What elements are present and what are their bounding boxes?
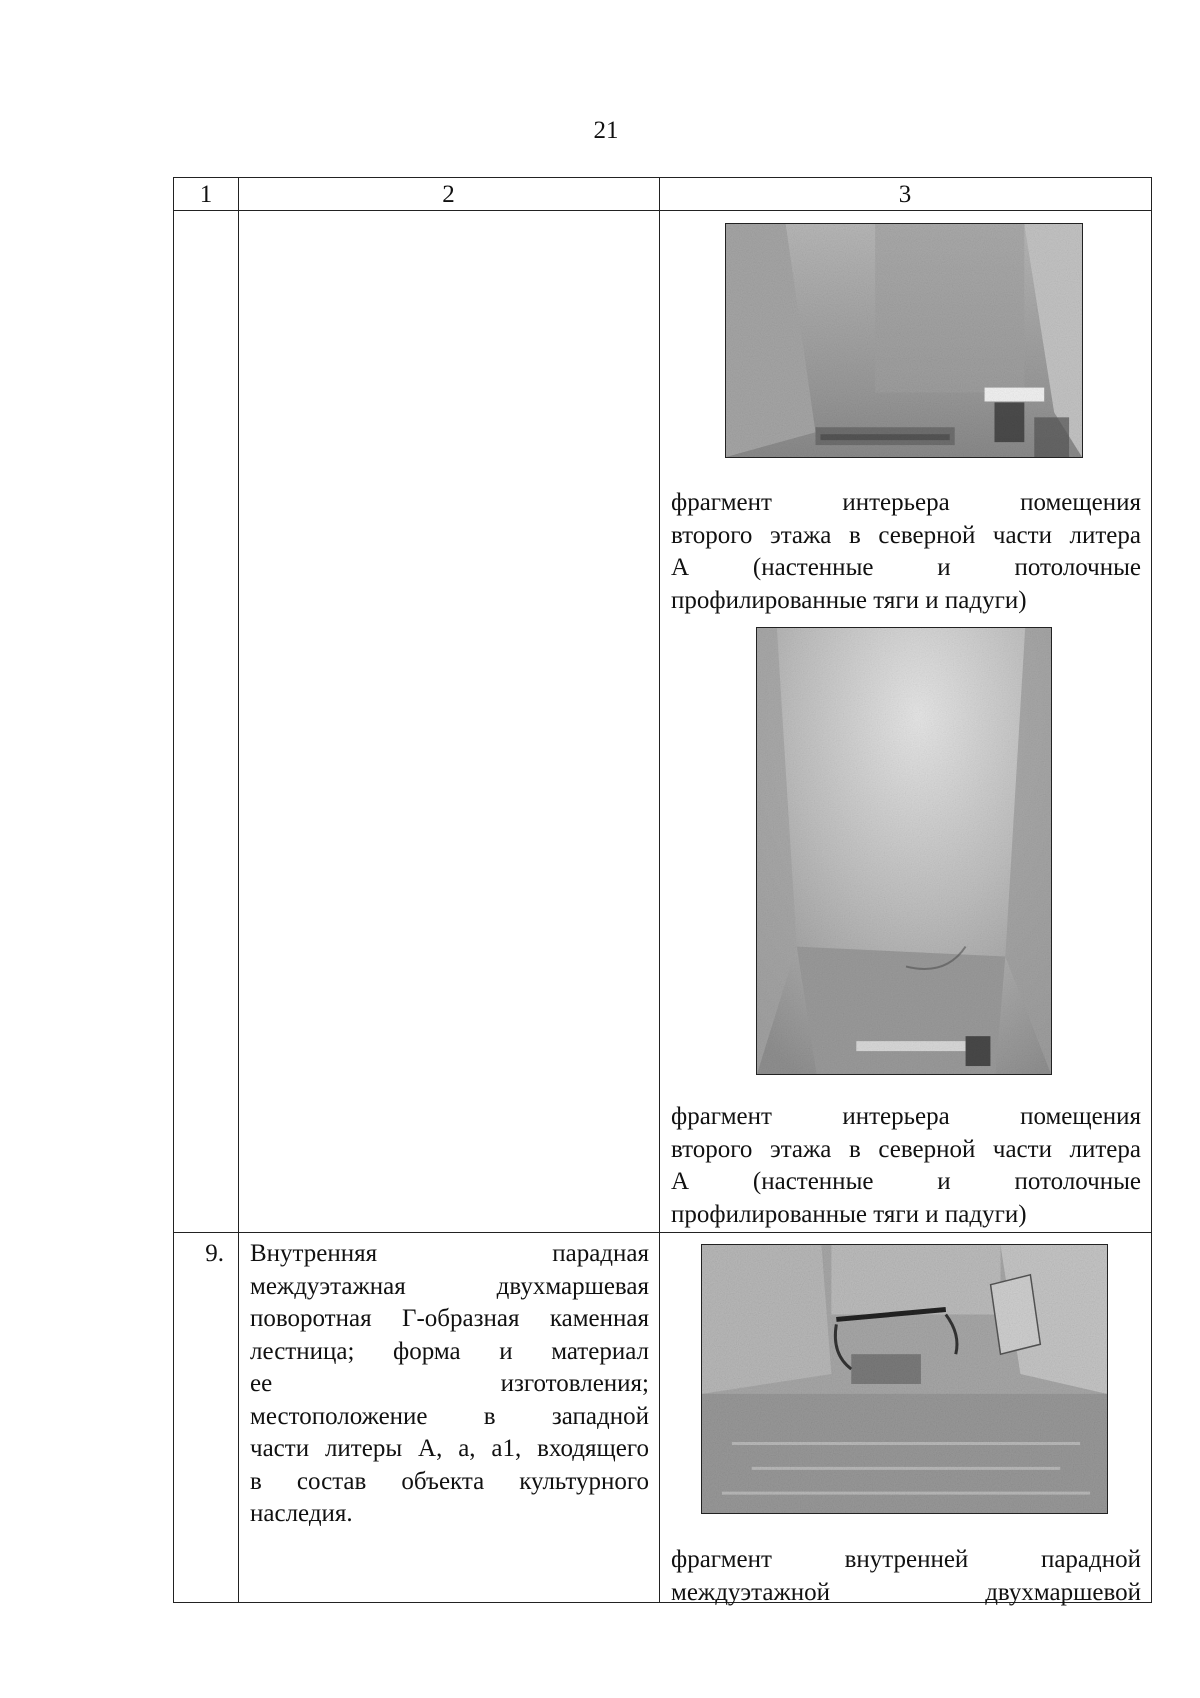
description-line: междуэтажная двухмаршевая: [250, 1272, 649, 1300]
caption-line: междуэтажной двухмаршевой: [671, 1578, 1141, 1606]
caption-line: профилированные тяги и падуги): [671, 586, 1027, 614]
page-number: 21: [593, 117, 619, 144]
element-description: [250, 1238, 649, 1531]
caption-line: профилированные тяги и падуги): [671, 1200, 1027, 1228]
interior-ceiling-photo: [725, 223, 1083, 458]
caption-line: второго этажа в северной части литера: [671, 521, 1141, 549]
heritage-table: [173, 177, 1152, 1606]
description-line: Внутренняя парадная: [250, 1240, 649, 1267]
photo-caption: [671, 1544, 1141, 1609]
caption-line: второго этажа в северной части литера: [671, 1135, 1141, 1163]
description-line: лестница; форма и материал: [250, 1337, 649, 1365]
description-line: местоположение в западной: [250, 1402, 649, 1430]
header-cell-1: 1: [199, 181, 213, 208]
photo-caption: [671, 487, 1141, 617]
vaulted-ceiling-photo: [756, 627, 1052, 1075]
row-divider: [174, 1232, 1151, 1233]
column-divider: [238, 178, 239, 1602]
description-line: наследия.: [250, 1500, 353, 1527]
column-divider: [659, 178, 660, 1602]
caption-line: фрагмент внутренней парадной: [671, 1546, 1141, 1573]
header-cell-2: 2: [442, 181, 455, 208]
row-number: 9.: [205, 1240, 224, 1267]
description-line: ее изготовления;: [250, 1370, 649, 1397]
staircase-photo: [701, 1244, 1108, 1514]
description-line: поворотная Г-образная каменная: [250, 1305, 649, 1332]
caption-line: фрагмент интерьера помещения: [671, 1103, 1141, 1130]
photo-caption: [671, 1101, 1141, 1231]
caption-line: А (настенные и потолочные: [671, 554, 1141, 581]
caption-line: А (настенные и потолочные: [671, 1168, 1141, 1195]
description-line: в состав объекта культурного: [250, 1467, 649, 1495]
header-cell-3: 3: [898, 181, 912, 208]
caption-line: фрагмент интерьера помещения: [671, 489, 1141, 516]
description-line: части литеры А, а, а1, входящего: [250, 1435, 649, 1462]
